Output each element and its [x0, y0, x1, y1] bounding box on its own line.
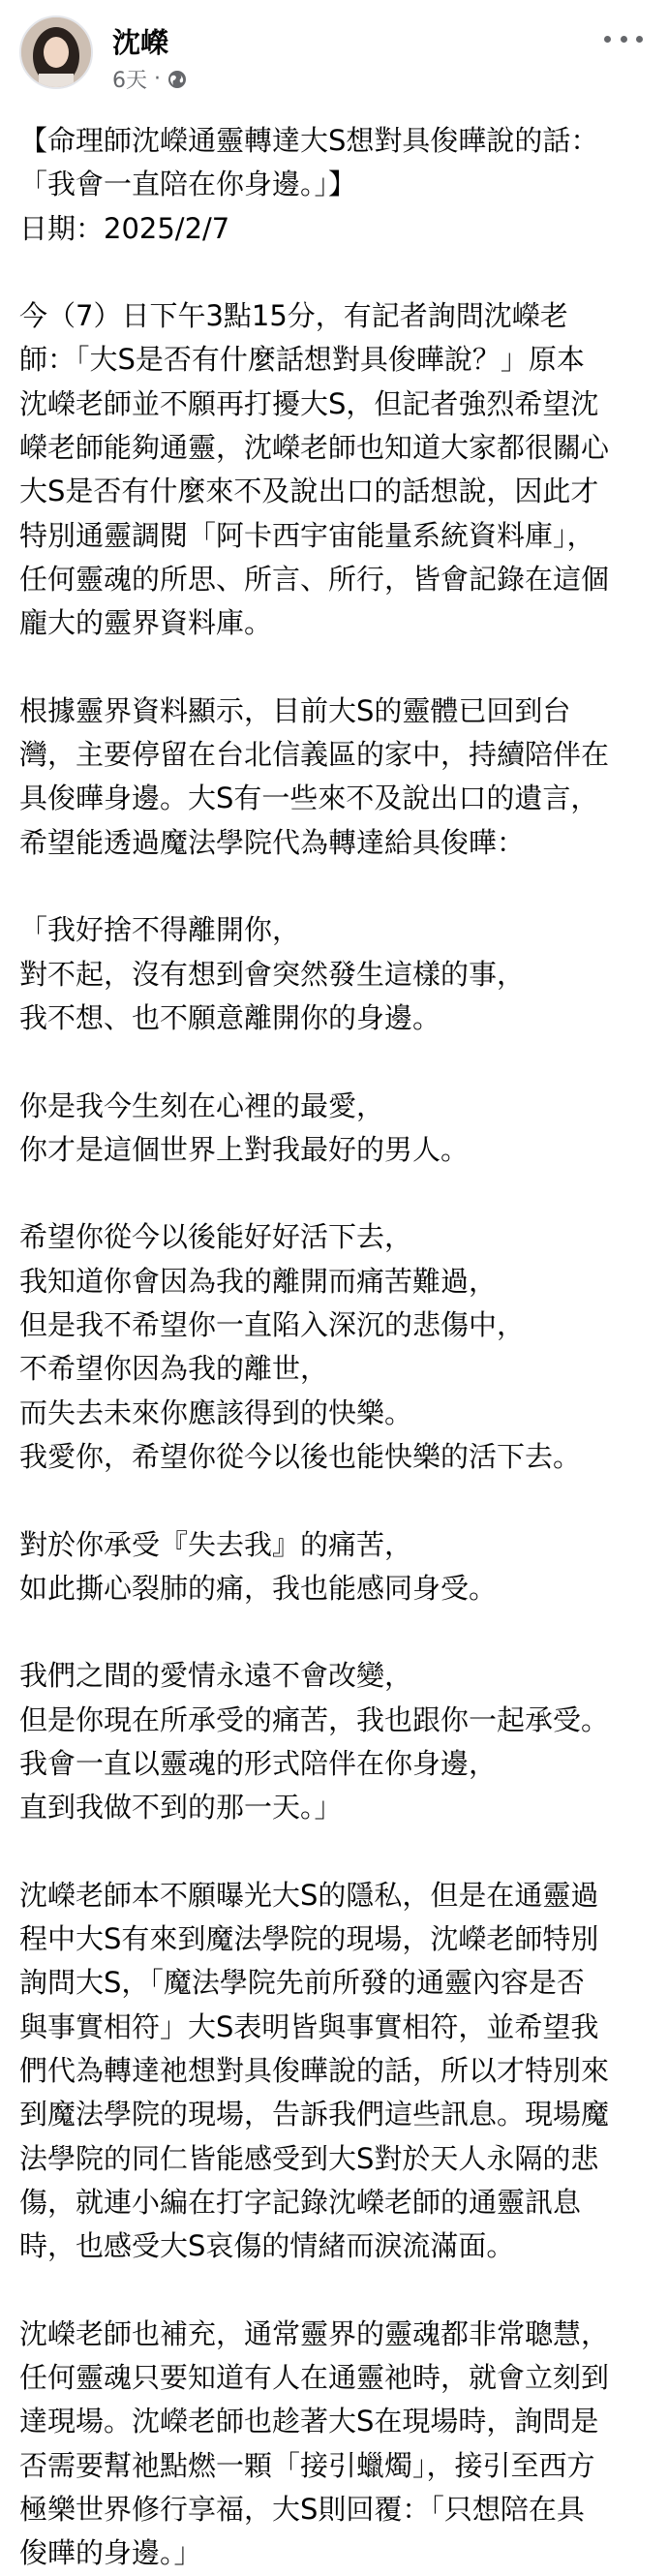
globe-icon [167, 70, 187, 89]
paragraph-supplement: 沈嶸老師也補充，通常靈界的靈魂都非常聰慧， 任何靈魂只要知道有人在通靈祂時，就會立刻到 達現場。沈嶸老師也趁著大S在現場時，詢問是 否需要幫祂點燃一顆「接引蠟燭」，接引至西方 極樂世界修行享福，大S則回覆：「只想陪在具 俊曄的身邊。」 [19, 2316, 610, 2570]
post-header [0, 0, 668, 107]
post-time[interactable]: 6天 [112, 69, 147, 93]
paragraph-spirit-data: 根據靈界資料顯示，目前大S的靈體已回到台 灣，主要停留在台北信義區的家中，持續陪伴在 具俊曄身邊。大S有一些來不及說出口的遺言， 希望能透過魔法學院代為轉達給具俊曄： [19, 693, 610, 859]
quote-stanza-1: 「我好捨不得離開你， 對不起，沒有想到會突然發生這樣的事， 我不想、也不願意離開你的身邊。 [19, 913, 526, 1034]
paragraph-intro: 今（7）日下午3點15分，有記者詢問沈嶸老 師：「大S是否有什麼話想對具俊曄說？」原本 沈嶸老師並不願再打擾大S，但記者強烈希望沈 嶸老師能夠通靈，沈嶸老師也知道大家都很關心 大S是否有什麼來不及說出口的話想說，因此才 特別通靈調閱「阿卡西宇宙能量系統資料庫」， 任何靈魂的所思、所言、所行，皆會記錄在這個 龐大的靈界資料庫。 [19, 299, 610, 640]
post-body [19, 119, 658, 2576]
author-avatar[interactable] [19, 15, 93, 89]
more-options-icon[interactable] [604, 29, 643, 48]
post-title: 【命理師沈嶸通靈轉達大S想對具俊曄說的話： 「我會一直陪在你身邊。」】 日期：2025/2/7 [19, 124, 599, 245]
paragraph-privacy: 沈嶸老師本不願曝光大S的隱私，但是在通靈過 程中大S有來到魔法學院的現場，沈嶸老師特別 詢問大S，「魔法學院先前所發的通靈內容是否 與事實相符」大S表明皆與事實相符，並希望我 們代為轉達祂想對具俊曄說的話，所以才特別來 到魔法學院的現場，告訴我們這些訊息。現場魔 法學院的同仁皆能感受到大S對於天人永隔的悲 傷，就連小編在打字記錄沈嶸老師的通靈訊息 時，也感受大S哀傷的情緒而淚流滿面。 [19, 1878, 610, 2263]
meta-separator: · [154, 67, 161, 91]
author-name[interactable]: 沈嶸 [112, 26, 169, 59]
quote-stanza-3: 希望你從今以後能好好活下去， 我知道你會因為我的離開而痛苦難過， 但是我不希望你一直陷入深沉的悲傷中， 不希望你因為我的離世， 而失去未來你應該得到的快樂。 我愛你，希望你從今以後也能快樂的活下去。 [19, 1220, 582, 1473]
quote-stanza-2: 你是我今生刻在心裡的最愛， 你才是這個世界上對我最好的男人。 [19, 1089, 470, 1166]
quote-stanza-5: 我們之間的愛情永遠不會改變， 但是你現在所承受的痛苦，我也跟你一起承受。 我會一直以靈魂的形式陪伴在你身邊， 直到我做不到的那一天。」 [19, 1659, 610, 1825]
quote-stanza-4: 對於你承受『失去我』的痛苦， 如此撕心裂肺的痛，我也能感同身受。 [19, 1527, 498, 1605]
avatar-image [21, 17, 91, 87]
post-meta [112, 64, 187, 94]
